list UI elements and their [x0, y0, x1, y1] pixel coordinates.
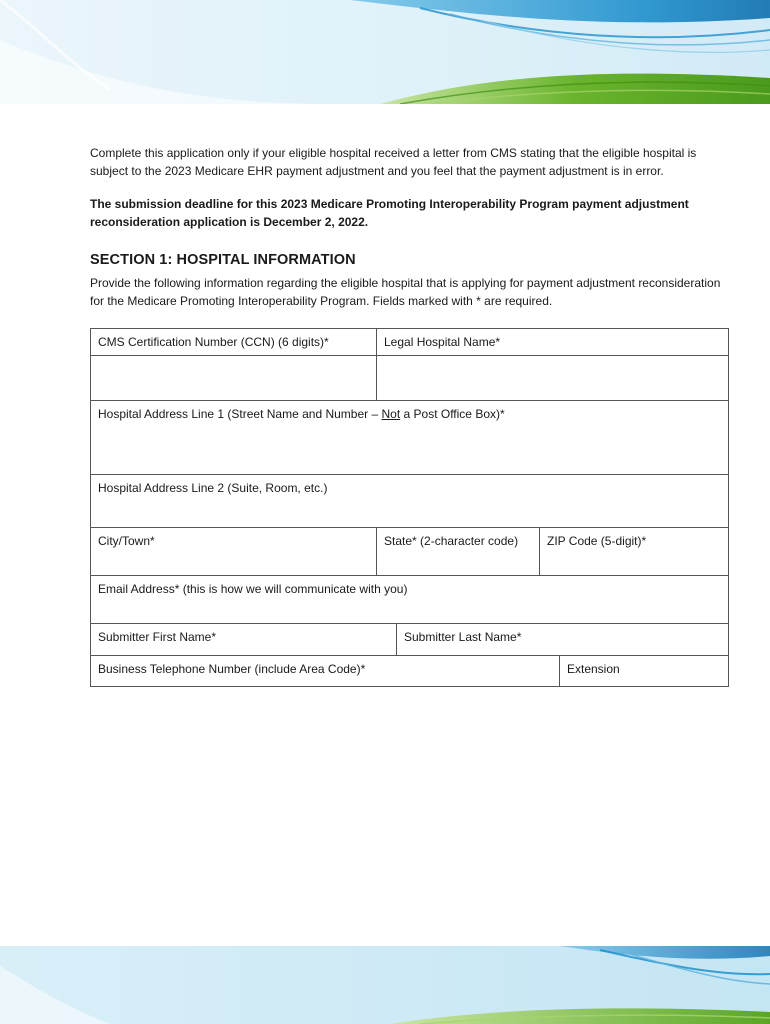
state-label: State* (2-character code) — [384, 534, 519, 548]
form-content — [90, 145, 730, 687]
first-name-label: Submitter First Name* — [98, 630, 217, 644]
not-emphasis: Not — [381, 407, 401, 421]
address-line-2-label: Hospital Address Line 2 (Suite, Room, etc.) — [98, 481, 328, 495]
intro-paragraph: Complete this application only if your eligible hospital received a letter from CMS stating that the eligible hospital is subject to the 2023 Medicare EHR payment adjustment and you feel that the payment adjustment is in error. — [90, 146, 697, 178]
address-line-1-label: Hospital Address Line 1 (Street Name and Number – Not a Post Office Box)* — [98, 407, 505, 421]
wave-graphic — [0, 946, 770, 1024]
state-field[interactable] — [377, 528, 540, 576]
footer-wave-banner — [0, 946, 770, 1024]
first-name-field[interactable] — [91, 624, 397, 656]
section-title: SECTION 1: HOSPITAL INFORMATION — [90, 252, 356, 268]
city-field[interactable] — [91, 528, 377, 576]
email-field[interactable] — [91, 576, 729, 624]
zip-field[interactable] — [540, 528, 729, 576]
extension-field[interactable] — [560, 656, 729, 687]
header-wave-banner — [0, 0, 770, 104]
zip-label: ZIP Code (5-digit)* — [547, 534, 647, 548]
email-label: Email Address* (this is how we will communicate with you) — [98, 582, 408, 596]
address-line-2-field[interactable] — [91, 475, 729, 528]
hospital-information-table — [90, 328, 729, 687]
ccn-label: CMS Certification Number (CCN) (6 digits)* — [91, 329, 377, 356]
city-label: City/Town* — [98, 534, 155, 548]
deadline-notice: The submission deadline for this 2023 Medicare Promoting Interoperability Program payment adjustment reconsideration application is December 2, 2022. — [90, 197, 689, 229]
last-name-label: Submitter Last Name* — [404, 630, 522, 644]
extension-label: Extension — [567, 662, 620, 676]
legal-name-label: Legal Hospital Name* — [377, 329, 729, 356]
legal-name-input[interactable] — [377, 356, 729, 401]
wave-graphic — [0, 0, 770, 104]
address-line-1-field[interactable] — [91, 401, 729, 475]
last-name-field[interactable] — [397, 624, 729, 656]
section-description: Provide the following information regarding the eligible hospital that is applying for payment adjustment reconsideration for the Medicare Promoting Interoperability Program. Fields marked with * are required. — [90, 276, 721, 308]
ccn-input[interactable] — [91, 356, 377, 401]
phone-field[interactable] — [91, 656, 560, 687]
phone-label: Business Telephone Number (include Area Code)* — [98, 662, 366, 676]
